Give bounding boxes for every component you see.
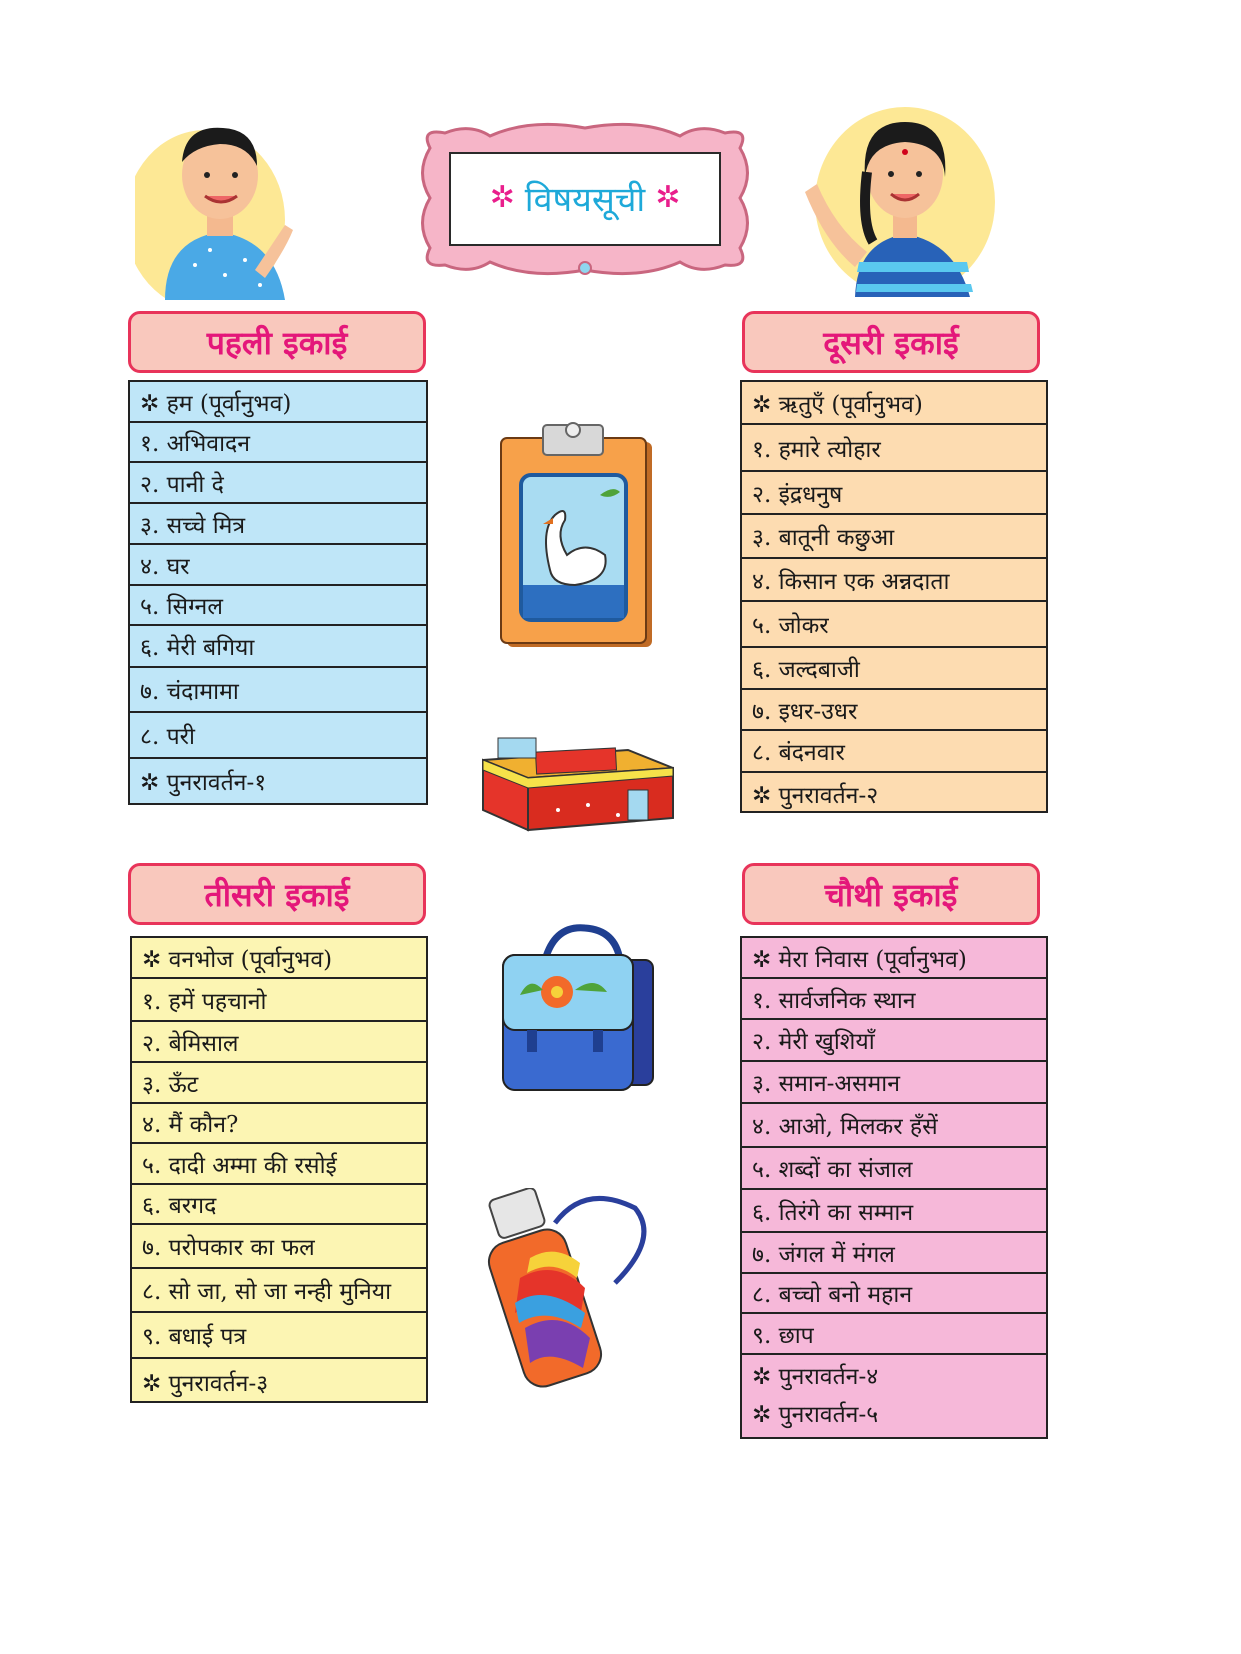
unit-4-lessons — [740, 936, 1048, 1439]
lesson-row: ✲ पुनरावर्तन-४ — [752, 1364, 879, 1390]
lesson-row: ✲ पुनरावर्तन-५ — [752, 1402, 879, 1428]
swan-clipboard-illustration — [495, 420, 660, 650]
lesson-row-group — [742, 1355, 1046, 1437]
lesson-row: ६. जल्दबाजी — [742, 648, 1046, 690]
lesson-row: २. मेरी खुशियाँ — [742, 1020, 1046, 1062]
lesson-row: ३. बातूनी कछुआ — [742, 515, 1046, 559]
lesson-row: ६. मेरी बगिया — [130, 626, 426, 668]
lesson-row: ✲ हम (पूर्वानुभव) — [130, 382, 426, 423]
lesson-row: २. बेमिसाल — [132, 1022, 426, 1063]
lesson-row: १. हमें पहचानो — [132, 979, 426, 1022]
title-label: विषयसूची — [524, 179, 646, 220]
lesson-row: ९. छाप — [742, 1314, 1046, 1355]
lesson-row: ८. बच्चो बनो महान — [742, 1274, 1046, 1314]
lesson-row: ✲ पुनरावर्तन-३ — [142, 1371, 269, 1397]
title-frame — [410, 118, 760, 280]
lesson-row: ३. ऊँट — [132, 1063, 426, 1104]
lesson-row: ४. किसान एक अन्नदाता — [742, 559, 1046, 602]
lesson-row: १. अभिवादन — [130, 423, 426, 463]
lesson-row: ४. आओ, मिलकर हँसें — [742, 1104, 1046, 1148]
lesson-row: ७. चंदामामा — [130, 668, 426, 713]
lesson-row: ५. सिग्नल — [130, 586, 426, 626]
girl-illustration — [795, 92, 995, 297]
lesson-row: ५. दादी अम्मा की रसोई — [132, 1144, 426, 1185]
lesson-row: ✲ पुनरावर्तन-१ — [140, 770, 267, 796]
lesson-row: ✲ ऋतुएँ (पूर्वानुभव) — [742, 382, 1046, 425]
lesson-row: ७. इधर-उधर — [742, 690, 1046, 731]
boy-illustration — [135, 100, 305, 300]
page-title — [465, 170, 705, 225]
star-icon: ✲ — [489, 180, 515, 215]
lesson-row: ✲ मेरा निवास (पूर्वानुभव) — [742, 938, 1046, 979]
star-icon: ✲ — [655, 180, 681, 215]
unit-3-lessons — [130, 936, 428, 1403]
lesson-row: ८. बंदनवार — [742, 731, 1046, 773]
lesson-row: ६. तिरंगे का सम्मान — [742, 1190, 1046, 1233]
school-bag-illustration — [495, 920, 665, 1095]
lesson-row: ७. परोपकार का फल — [132, 1225, 426, 1269]
unit-3-heading: तीसरी इकाई — [128, 863, 426, 925]
unit-1-lessons — [128, 380, 428, 805]
lesson-row: ५. शब्दों का संजाल — [742, 1148, 1046, 1190]
lesson-row: ७. जंगल में मंगल — [742, 1233, 1046, 1274]
lesson-row: ८. परी — [130, 713, 426, 759]
unit-2-heading: दूसरी इकाई — [742, 311, 1040, 373]
lesson-row: ६. बरगद — [132, 1185, 426, 1225]
unit-1-heading: पहली इकाई — [128, 311, 426, 373]
pencil-box-illustration — [478, 720, 678, 840]
lesson-row: ८. सो जा, सो जा नन्ही मुनिया — [132, 1269, 426, 1313]
lesson-row: १. हमारे त्योहार — [742, 425, 1046, 472]
unit-2-lessons — [740, 380, 1048, 813]
water-bottle-illustration — [485, 1188, 655, 1388]
unit-4-heading: चौथी इकाई — [742, 863, 1040, 925]
lesson-row: ५. जोकर — [742, 602, 1046, 648]
lesson-row: ✲ वनभोज (पूर्वानुभव) — [132, 938, 426, 979]
lesson-row: ३. समान-असमान — [742, 1062, 1046, 1104]
lesson-row: २. इंद्रधनुष — [742, 472, 1046, 515]
lesson-row: ✲ पुनरावर्तन-२ — [752, 783, 879, 809]
lesson-row: ४. घर — [130, 545, 426, 586]
lesson-row: ४. मैं कौन? — [132, 1104, 426, 1144]
lesson-row: २. पानी दे — [130, 463, 426, 504]
lesson-row: ३. सच्चे मित्र — [130, 504, 426, 545]
lesson-row: ९. बधाई पत्र — [132, 1313, 426, 1359]
lesson-row: १. सार्वजनिक स्थान — [742, 979, 1046, 1020]
